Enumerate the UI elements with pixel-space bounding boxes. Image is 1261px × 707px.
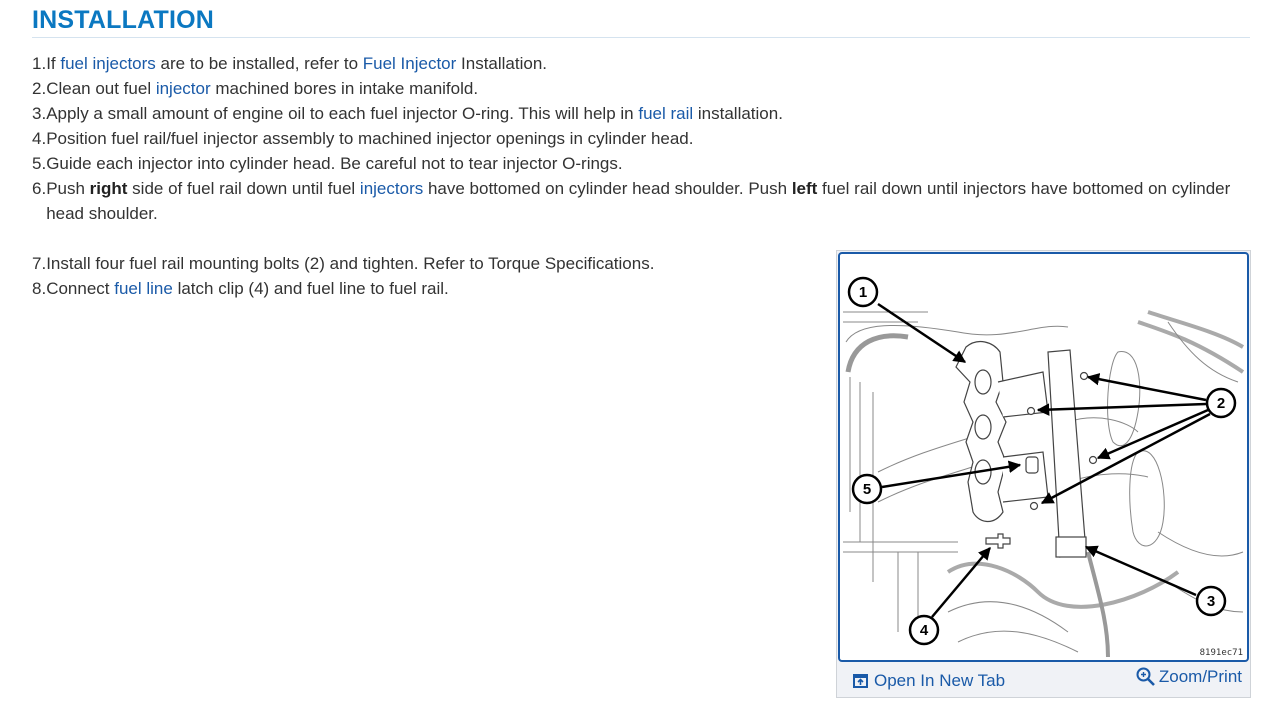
step-text [46, 101, 1232, 126]
step-number: 1. [32, 54, 47, 73]
section-title: INSTALLATION [32, 6, 215, 34]
step-text [46, 76, 1232, 101]
callout-4 [910, 616, 938, 644]
step-item [32, 126, 1232, 151]
svg-text:1: 1 [858, 284, 868, 301]
step-item [32, 76, 1232, 101]
svg-text:4: 4 [919, 622, 929, 639]
zoom-print-button[interactable] [1136, 667, 1242, 687]
spacer [32, 226, 1232, 251]
callout-3 [1197, 587, 1225, 615]
step-item [32, 176, 1232, 226]
step-text [46, 176, 1232, 226]
svg-text:2: 2 [1216, 395, 1226, 412]
title-divider [32, 37, 1250, 38]
step-number: 4. [32, 129, 47, 148]
step-text-segment: are to be installed, refer to [155, 54, 363, 73]
open-in-new-tab-button[interactable] [853, 671, 1005, 691]
step-text-segment: Push [46, 179, 90, 198]
step-text-segment: latch clip (4) and fuel line to fuel rail. [172, 279, 449, 298]
step-item [32, 51, 1232, 76]
engine-illustration [840, 254, 1247, 660]
step-text-segment: have bottomed on cylinder head shoulder. Push [423, 179, 792, 198]
step-text-segment: Guide each injector into cylinder head. Be careful not to tear injector O-rings. [46, 154, 623, 173]
callout-2 [1207, 389, 1235, 417]
zoom-print-label: Zoom/Print [1158, 667, 1242, 686]
svg-text:3: 3 [1206, 593, 1216, 610]
callout-1 [849, 278, 877, 306]
step-text-segment: Install four fuel rail mounting bolts (2) and tighten. Refer to Torque Specifications. [46, 254, 655, 273]
zoom-in-icon [1136, 667, 1156, 687]
step-number: 7. [32, 254, 47, 273]
step-text-segment: side of fuel rail down until fuel [127, 179, 360, 198]
step-number: 3. [32, 104, 47, 123]
step-item [32, 101, 1232, 126]
step-text-segment: If [46, 54, 61, 73]
step-text-segment: machined bores in intake manifold. [210, 79, 479, 98]
step-text-segment: Installation. [456, 54, 548, 73]
step-text-segment: fuel rail down until injectors have bottomed on cylinder head shoulder. [46, 179, 1231, 223]
step-text [46, 51, 1232, 76]
emphasis-text: right [89, 179, 128, 198]
step-text-segment: Apply a small amount of engine oil to each fuel injector O-ring. This will help in [46, 104, 639, 123]
figure-panel [836, 250, 1251, 698]
glossary-link[interactable]: fuel line [114, 279, 173, 298]
figure-toolbar [837, 663, 1250, 697]
glossary-link[interactable]: Fuel Injector [362, 54, 457, 73]
glossary-link[interactable]: fuel rail [638, 104, 694, 123]
step-text-segment: Clean out fuel [46, 79, 156, 98]
callout-5 [853, 475, 881, 503]
glossary-link[interactable]: injectors [359, 179, 424, 198]
svg-text:5: 5 [862, 481, 872, 498]
figure-id: 8191ec71 [1199, 648, 1243, 658]
fuel-rail-diagram[interactable] [838, 252, 1249, 662]
step-text [46, 151, 1232, 176]
step-item [32, 151, 1232, 176]
step-text [46, 126, 1232, 151]
step-number: 8. [32, 279, 47, 298]
step-number: 6. [32, 179, 47, 198]
step-text-segment: Position fuel rail/fuel injector assembly to machined injector openings in cylinder head. [46, 129, 694, 148]
step-text-segment: Connect [46, 279, 115, 298]
step-number: 2. [32, 79, 47, 98]
glossary-link[interactable]: injector [155, 79, 211, 98]
step-number: 5. [32, 154, 47, 173]
glossary-link[interactable]: fuel injectors [60, 54, 156, 73]
open-in-new-tab-label: Open In New Tab [874, 671, 1006, 690]
open-new-tab-icon [853, 674, 868, 688]
emphasis-text: left [791, 179, 818, 198]
step-text-segment: installation. [693, 104, 783, 123]
